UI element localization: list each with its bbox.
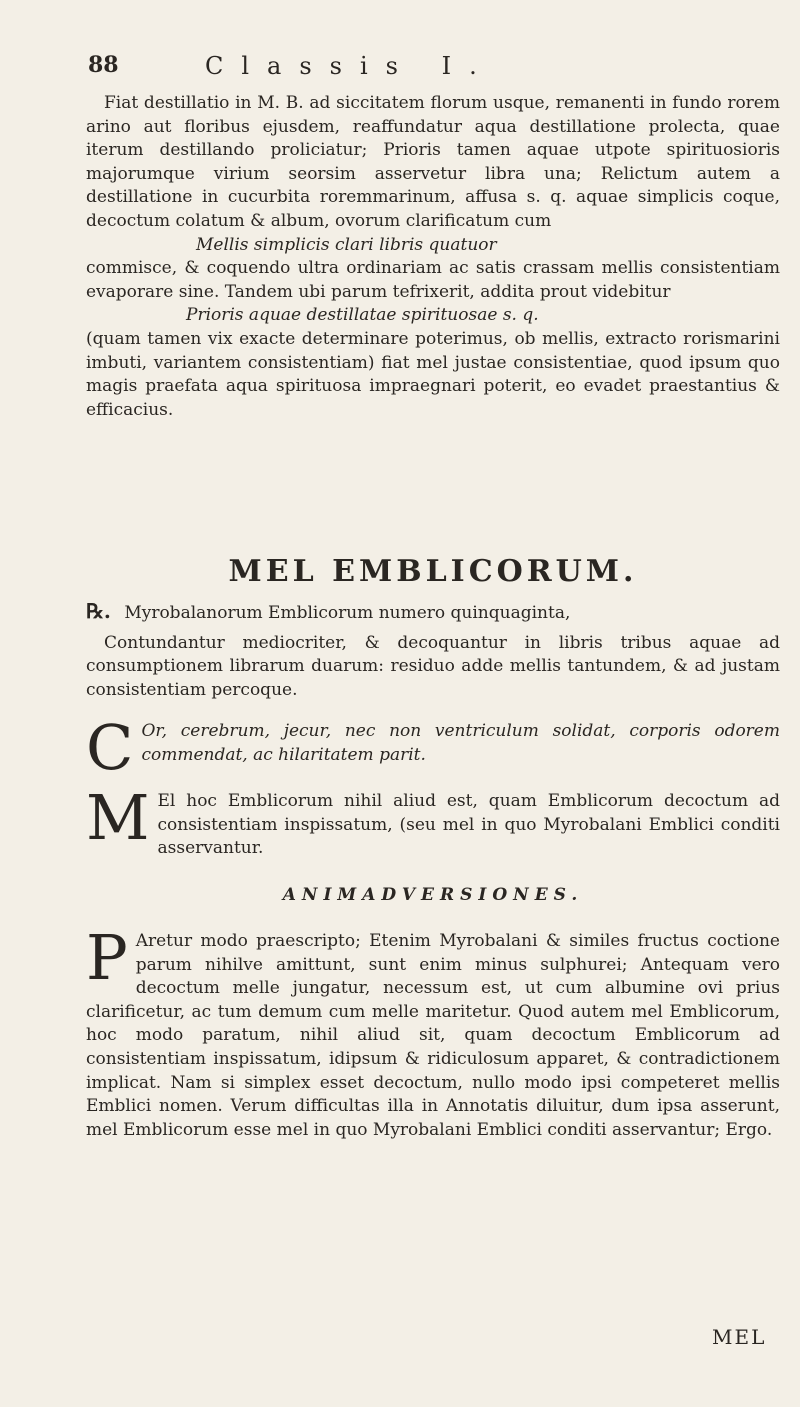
ingredient-line-1: Mellis simplicis clari libris quatuor	[196, 234, 497, 255]
running-head: Classis I.	[205, 52, 495, 80]
recipe-ingredient: Myrobalanorum Emblicorum numero quinquaginta,	[124, 603, 571, 623]
paragraph-2: commisce, & coquendo ultra ordinariam ac satis crassam mellis consistentiam evaporare sine. Tandem ubi parum tefrixerit, addita prout videbitur	[86, 258, 780, 302]
animadversiones-heading: ANIMADVERSIONES.	[282, 885, 584, 905]
ingredient-line-2: Prioris aquae destillatae spirituosae s. q.	[186, 305, 539, 326]
paragraph-4: Contundantur mediocriter, & decoquantur in libris tribus aquae ad consumptionem librarum duarum: residuo adde mellis tantundem, & ad justam consistentiam percoque.	[86, 632, 780, 700]
paragraph-6-block	[86, 781, 780, 861]
recipe-block	[86, 600, 780, 702]
paragraph-6: El hoc Emblicorum nihil aliud est, quam Emblicorum decoctum ad consistentiam inspissatum, (seu mel in quo Myrobalani Emblici conditi asservantur.	[157, 791, 780, 859]
paragraph-1: Fiat destillatio in M. B. ad siccitatem florum usque, remanenti in fundo rorem arino aut floribus ejusdem, reaffundatur aqua destillatione prolecta, quae iterum destillando proliciatur; Prioris tamen aquae utpote spirituosioris majorumque virium seorsim asservetur libra una; Relictum autem a destillatione in cucurbita roremmarinum, affusa s. q. aquae simplicis coque, decoctum colatum & album, ovorum clarificatum cum	[86, 93, 780, 231]
page-number: 88	[88, 52, 119, 78]
section-heading-mel-emblicorum: MEL EMBLICORUM.	[228, 554, 638, 589]
paragraph-5-block	[86, 711, 780, 784]
paragraph-7: Aretur modo praescripto; Etenim Myrobalani & similes fructus coctione parum nihilve amittunt, sunt enim minus sulphurei; Antequam vero decoctum melle jungatur, necessum est, ut cum albumine ovi prius clarificetur, ac tum demum cum melle maritetur. Quod autem mel Emblicorum, hoc modo paratum, nihil aliud sit, quam decoctum Emblicorum ad consistentiam inspissatum, idipsum & ridiculosum apparet, & contradictionem implicat. Nam si simplex esset decoctum, nullo modo ipsi competeret mellis Emblici nomen. Verum difficultas illa in Annotatis diluitur, dum ipsa asserunt, mel Emblicorum esse mel in quo Myrobalani Emblici conditi asservantur; Ergo.	[86, 931, 780, 1140]
catchword: MEL	[712, 1325, 767, 1349]
paragraph-3: (quam tamen vix exacte determinare poterimus, ob mellis, extracto rorismarini imbuti, variantem consistentiam) fiat mel justae consistentiae, quod ipsum quo magis praefata aqua spirituosa impraegnari poterit, eo evadet praestantius & efficacius.	[86, 328, 780, 420]
recipe-symbol: ℞.	[86, 599, 111, 623]
recipe-line	[86, 600, 780, 626]
paragraph-7-block	[86, 921, 780, 1142]
dropcap-m: M	[86, 781, 150, 854]
text-block-1	[86, 92, 780, 422]
dropcap-p: P	[86, 921, 128, 994]
dropcap-c: C	[86, 711, 134, 784]
animadversiones-heading-block	[86, 885, 780, 905]
section-heading-block	[86, 554, 780, 589]
paragraph-5: Or, cerebrum, jecur, nec non ventriculum solidat, corporis odorem commendat, ac hilaritatem parit.	[141, 721, 780, 765]
